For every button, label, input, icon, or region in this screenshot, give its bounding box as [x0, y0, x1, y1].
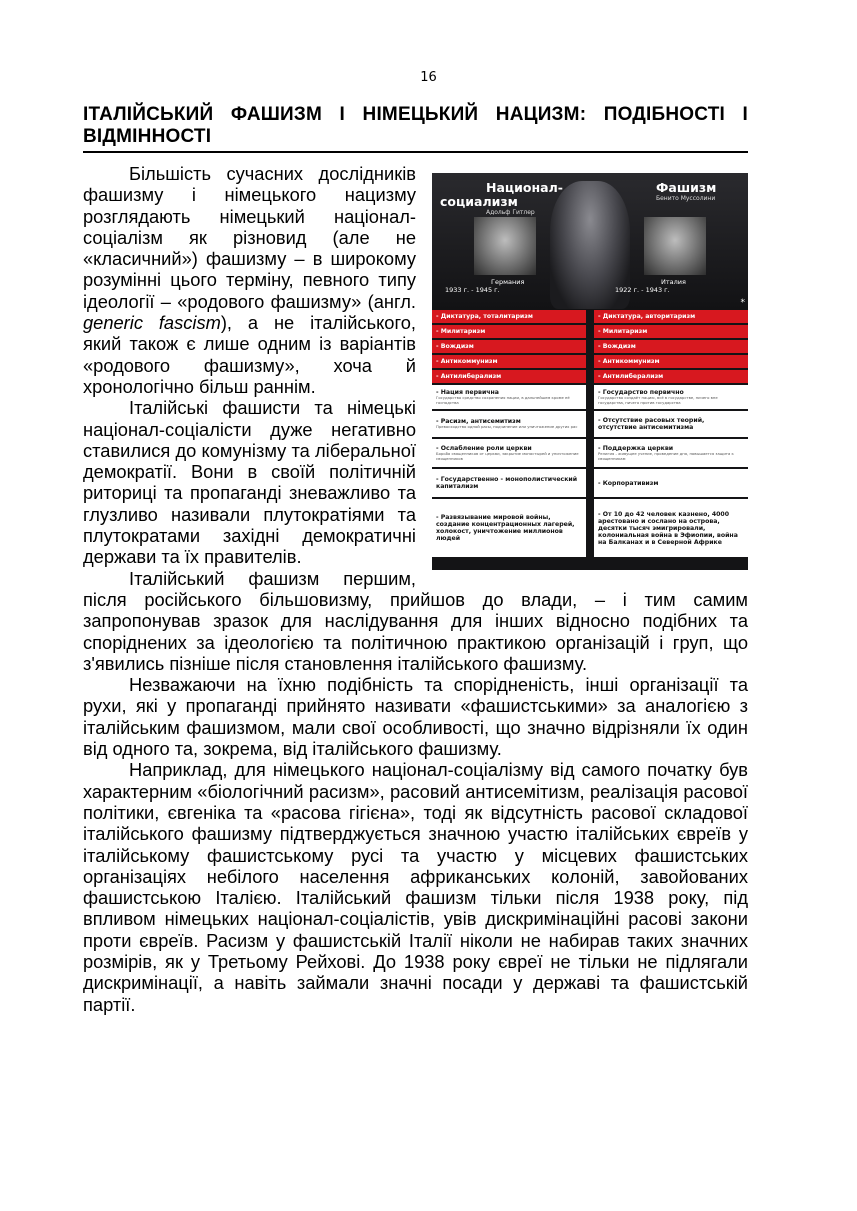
- red-row-left: - Милитаризм: [432, 325, 586, 338]
- left-country-years: 1933 г. - 1945 г.: [445, 286, 500, 294]
- red-row: [432, 325, 748, 338]
- white-row-left-note: Превосходство одной расы, подчинение или уничтожение других рас: [436, 424, 578, 430]
- white-row-right: [594, 469, 748, 497]
- white-row-right-note: Религия - живущее учение, проведение дня, повышается защита к священникам: [598, 451, 734, 461]
- red-row-right: - Антилиберализм: [594, 370, 748, 383]
- white-row-right-text: - От 10 до 42 человек казнено, 4000 арестовано и сослано на острова, десятки тысяч эмигрировали, колониальная война в Эфиопии, война на Балканах и в Северной Африке: [598, 510, 738, 546]
- red-row-right: - Милитаризм: [594, 325, 748, 338]
- white-row-left: [432, 385, 586, 409]
- right-subtitle: Бенито Муссолини: [656, 195, 716, 202]
- white-row-right-note: Государство создаёт нацию, всё в государстве, ничего вне государства, ничего против государства: [598, 395, 718, 405]
- paragraph: Італійські фашисти та німецькі націонал-соціалісти дуже негативно ставилися до комунізму та ліберальної демократії. Вони в своїй політичній риториці та пропаганді зневажливо та глузливо називали плутократіями та плутократами західні демократичні держави та їх правителів.: [83, 397, 416, 568]
- white-row: [432, 411, 748, 437]
- white-row: [432, 385, 748, 409]
- left-title-line2: социализм: [440, 194, 518, 209]
- infographic-rows: [432, 310, 748, 559]
- white-row-right: [594, 499, 748, 557]
- white-row: [432, 499, 748, 557]
- white-row-left-text: - Государственно - монополистический капитализм: [436, 476, 578, 490]
- red-row-left: - Вождизм: [432, 340, 586, 353]
- white-row-left-text: - Развязывание мировой войны, создание концентрационных лагерей, холокост, уничтожение миллионов людей: [436, 514, 575, 542]
- white-row-left-note: Борьба священников от церкви, закрытие монастырей и уничтожение священников: [436, 451, 579, 461]
- portrait-hitler-image: [474, 217, 536, 275]
- white-row-right-text: - Отсутствие расовых теорий, отсутствие антисемитизма: [598, 417, 705, 431]
- section-title: ІТАЛІЙСЬКИЙ ФАШИЗМ І НІМЕЦЬКИЙ НАЦИЗМ: ПОДІБНОСТІ І ВІДМІННОСТІ: [83, 104, 748, 147]
- white-row-right: [594, 411, 748, 437]
- page-number: 16: [420, 70, 437, 85]
- left-title-line1: Национал-: [486, 180, 563, 195]
- white-row-left-text: - Расизм, антисемитизм: [436, 418, 521, 426]
- red-row: [432, 310, 748, 323]
- left-subtitle: Адольф Гитлер: [486, 209, 535, 216]
- red-row: [432, 340, 748, 353]
- white-row-left-note: Государство средство сохранения нации, в дальнейшем кроме её господства: [436, 395, 570, 405]
- white-row-right: [594, 385, 748, 409]
- white-row-left: [432, 411, 586, 437]
- portrait-mussolini-image: [644, 217, 706, 275]
- star-mark: *: [740, 298, 745, 308]
- red-row-right: - Антикоммунизм: [594, 355, 748, 368]
- white-row-left-text: - Нация первична: [436, 389, 499, 396]
- white-row-left-text: - Ослабление роли церкви: [436, 445, 532, 452]
- red-row-left: - Антилиберализм: [432, 370, 586, 383]
- paragraph: Італійський фашизм першим, після російського більшовизму, прийшов до влади, – і тим самим запропонував зразок для наслідування для інших відносно подібних та споріднених за ідеологією та політичною практикою організацій і груп, що з'явились пізніше після становлення італійського фашизму.: [83, 567, 748, 674]
- white-row-right-text: - Поддержка церкви: [598, 445, 674, 452]
- left-country: [445, 278, 565, 294]
- red-row-left: - Антикоммунизм: [432, 355, 586, 368]
- right-country: [615, 278, 735, 294]
- paragraph-italic-term: generic fascism: [83, 312, 221, 334]
- red-row-right: - Диктатура, авторитаризм: [594, 310, 748, 323]
- white-row: [432, 469, 748, 497]
- comparison-infographic: [432, 173, 748, 570]
- red-row: [432, 355, 748, 368]
- right-country-years: 1922 г. - 1943 г.: [615, 286, 670, 294]
- white-row-right-text: - Государство первично: [598, 389, 684, 396]
- body-text: [83, 163, 748, 1015]
- white-row: [432, 439, 748, 467]
- paragraph-text-tail: ), а не італійського, який також є лише одним із варіантів «родового фашизму», хоча й хронологічно більш раннім.: [83, 312, 416, 397]
- red-row-right: - Вождизм: [594, 340, 748, 353]
- infographic-header: [432, 173, 748, 310]
- white-row-left: [432, 499, 586, 557]
- red-row-left: - Диктатура, тоталитаризм: [432, 310, 586, 323]
- white-row-left: [432, 439, 586, 467]
- infographic-left-title: [440, 181, 570, 217]
- title-underline: [83, 151, 748, 153]
- paragraph-text: Більшість сучасних дослідників фашизму і німецького нацизму розглядають німецький націонал-соціалізм як різновид (але не «класичний») фашизму – в широкому розумінні цього терміну, певного типу ідеології – «родового фашизму» (англ.: [83, 163, 416, 312]
- white-row-right: [594, 439, 748, 467]
- right-country-name: Италия: [661, 278, 686, 286]
- right-title: Фашизм: [656, 180, 717, 195]
- paragraph: Незважаючи на їхню подібність та спорідненість, інші організації та рухи, які у пропаганді прийнято називати «фашистськими» за аналогією з італійським фашизмом, мали свої особливості, що значно відрізняли їх один від одного та, зокрема, від італійського фашизму.: [83, 674, 748, 760]
- paragraph: Наприклад, для німецького націонал-соціалізму від самого початку був характерним «біологічний расизм», расовий антисемітизм, реалізація расової політики, євгеніка та «расова гігієна», тоді як відсутність расової складової італійського фашизму підтверджується значною участю італійських євреїв у італійському фашистському русі та участю у місцевих фашистських організаціях небілого населення африканських колоній, завойованих фашистською Італією. Італійський фашизм тільки після 1938 року, під впливом німецьких націонал-соціалістів, увів дискримінаційні расові закони проти євреїв. Расизм у фашистській Італії ніколи не набирав таких значних розмірів, як у Третьому Рейхові. До 1938 року євреї не тільки не підлягали дискримінації, а навіть займали значні посади у державі та фашистській партії.: [83, 759, 748, 1015]
- red-row: [432, 370, 748, 383]
- infographic-right-title: [610, 181, 740, 203]
- left-country-name: Германия: [491, 278, 525, 286]
- white-row-right-text: - Корпоративизм: [598, 479, 659, 487]
- white-row-left: [432, 469, 586, 497]
